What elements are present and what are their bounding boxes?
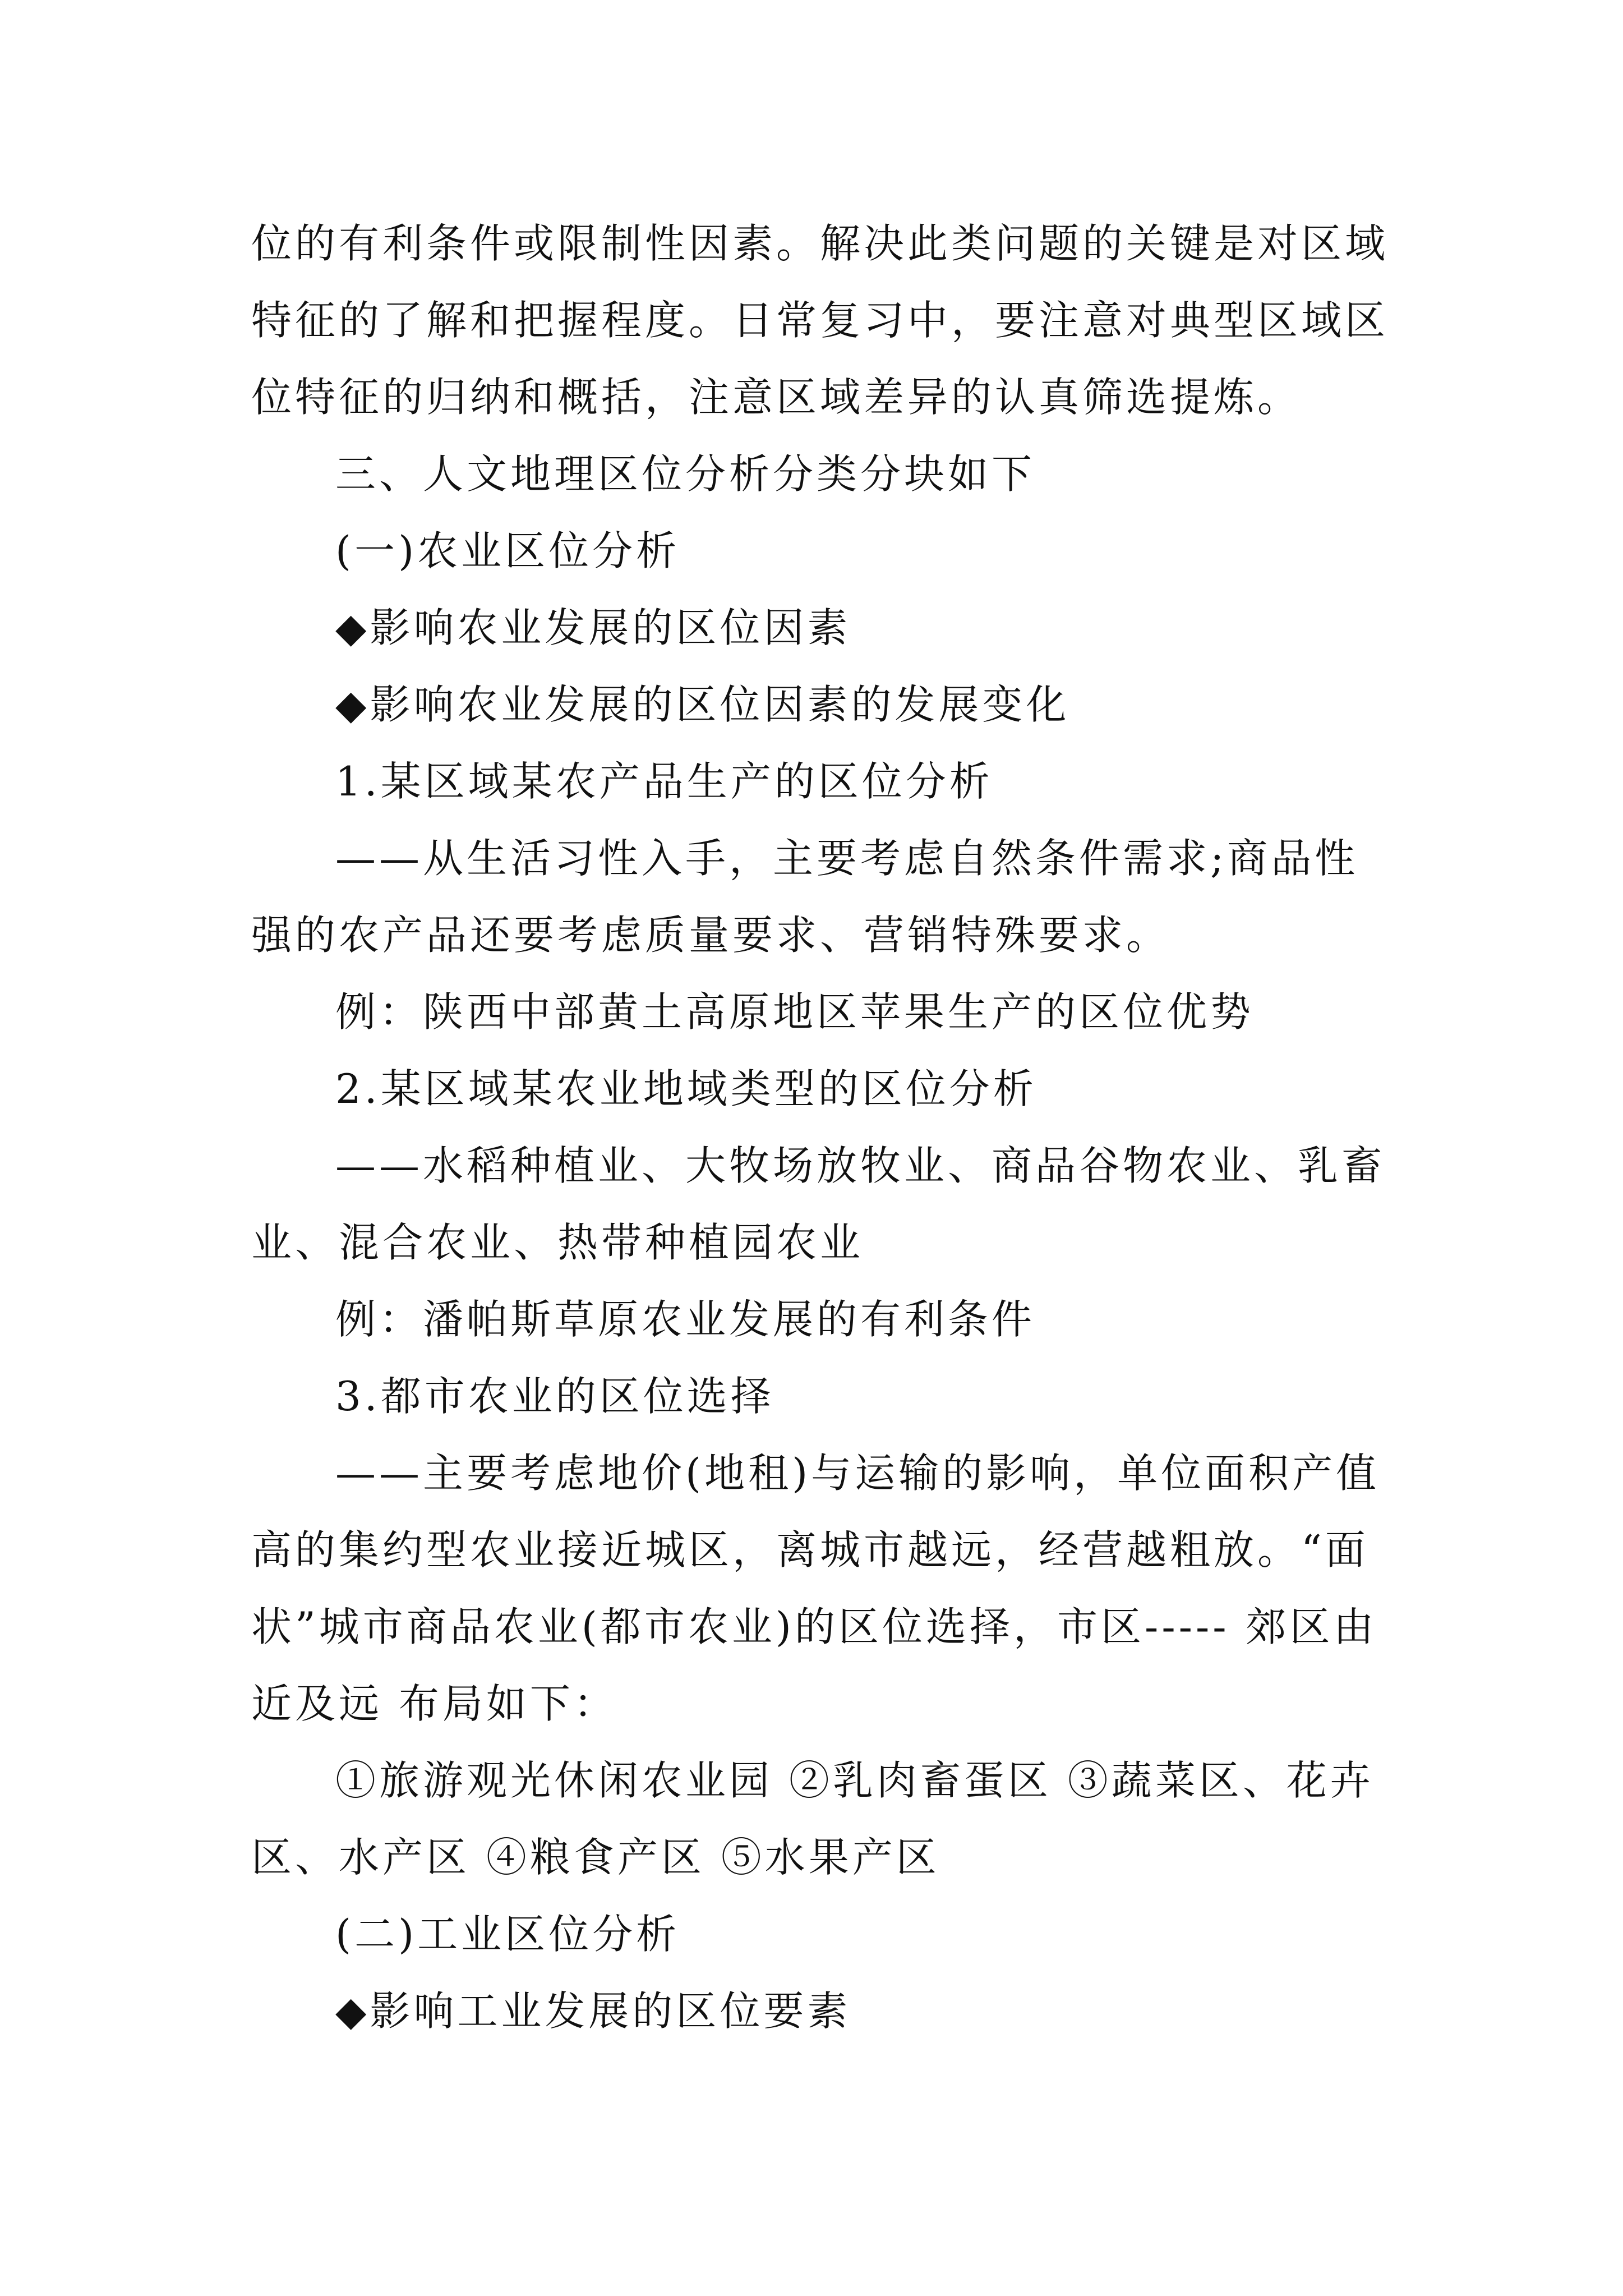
- item-2-example: 例：潘帕斯草原农业发展的有利条件: [335, 1296, 1036, 1343]
- document-body: [251, 205, 1390, 2050]
- bullet-agriculture-factor-changes: ◆影响农业发展的区位因素的发展变化: [335, 681, 1070, 728]
- item-heading-2: 2.某区域某农业地域类型的区位分析: [335, 1065, 1037, 1112]
- paragraph-continuation: 位的有利条件或限制性因素。解决此类问题的关键是对区域特征的了解和把握程度。日常复习中，要注意对典型区域区位特征的归纳和概括，注意区域差异的认真筛选提炼。: [251, 220, 1389, 421]
- bullet-industry-factors: ◆影响工业发展的区位要素: [335, 1987, 851, 2035]
- subsection-heading-agriculture: (一)农业区位分析: [335, 527, 680, 574]
- item-2-description: ——水稻种植业、大牧场放牧业、商品谷物农业、乳畜业、混合农业、热带种植园农业: [251, 1142, 1386, 1266]
- item-1-example: 例：陕西中部黄土高原地区苹果生产的区位优势: [335, 988, 1255, 1036]
- item-3-description: ——主要考虑地价(地租)与运输的影响，单位面积产值高的集约型农业接近城区，离城市越远，经营越粗放。“面状”城市商品农业(都市农业)的区位选择，市区----- 郊区由近及远 布局如下：: [251, 1450, 1380, 1727]
- item-3-layout-list: ①旅游观光休闲农业园 ②乳肉畜蛋区 ③蔬菜区、花卉区、水产区 ④粮食产区 ⑤水果产区: [251, 1757, 1374, 1881]
- item-1-description: ——从生活习性入手，主要考虑自然条件需求;商品性强的农产品还要考虑质量要求、营销特殊要求。: [251, 835, 1359, 959]
- subsection-heading-industry: (二)工业区位分析: [335, 1911, 680, 1958]
- section-heading-human-geography: 三、人文地理区位分析分类分块如下: [335, 450, 1036, 498]
- item-heading-1: 1.某区域某农产品生产的区位分析: [335, 758, 993, 805]
- bullet-agriculture-factors: ◆影响农业发展的区位因素: [335, 604, 851, 651]
- item-heading-3: 3.都市农业的区位选择: [335, 1373, 774, 1420]
